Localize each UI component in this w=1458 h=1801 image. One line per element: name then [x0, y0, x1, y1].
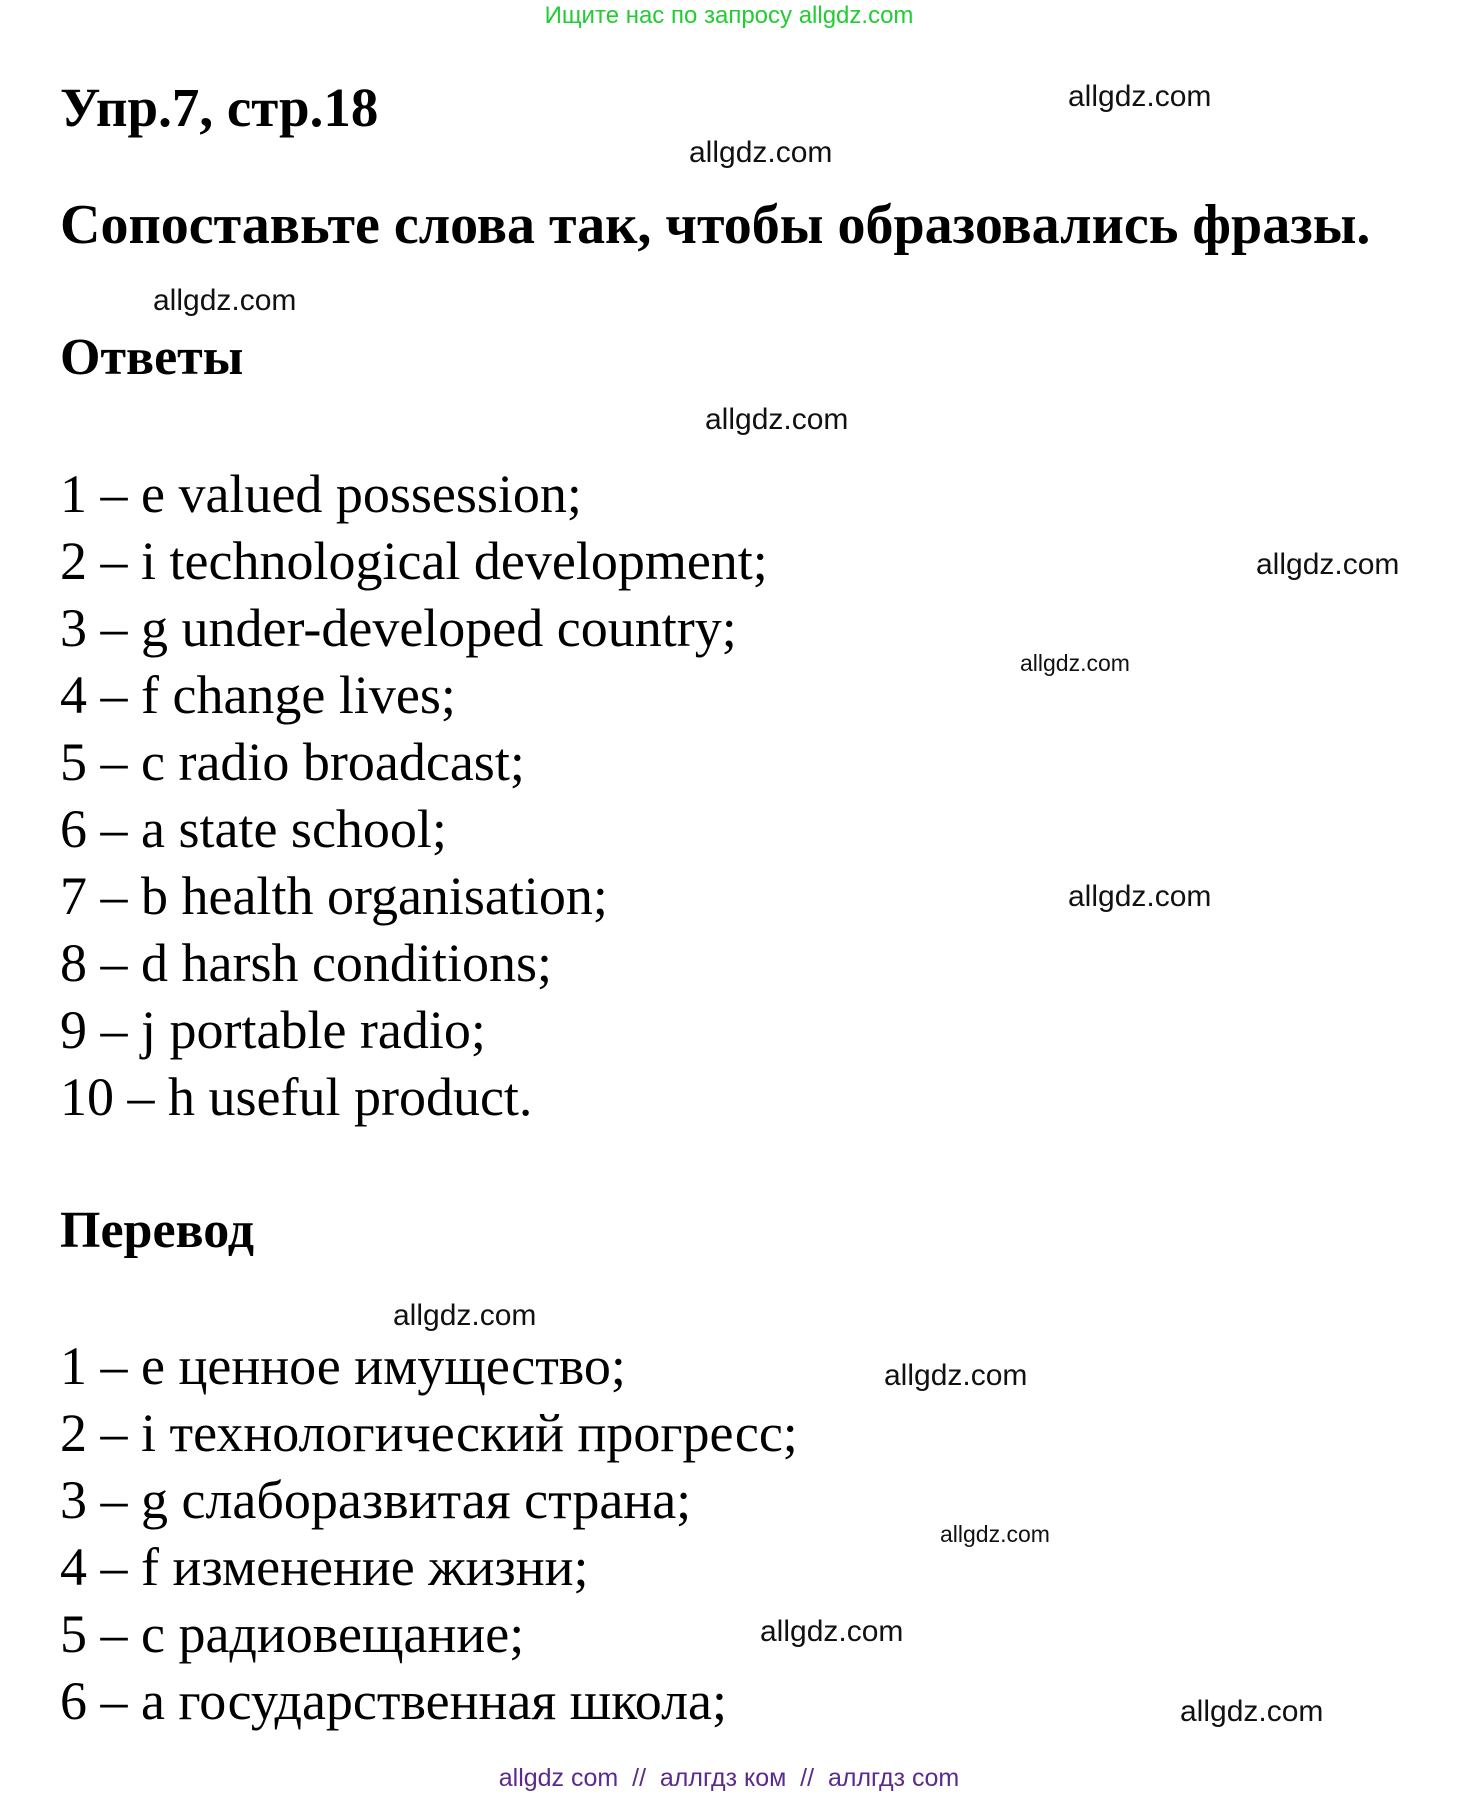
- watermark: allgdz.com: [760, 1615, 904, 1648]
- watermark: allgdz.com: [1020, 650, 1130, 676]
- watermark: allgdz.com: [940, 1521, 1050, 1547]
- watermark: allgdz.com: [705, 403, 849, 436]
- answer-item: 1 – e valued possession;: [60, 464, 582, 524]
- watermark: allgdz.com: [1256, 548, 1400, 581]
- page-title: Упр.7, стр.18: [60, 77, 379, 138]
- translation-item: 5 – c радиовещание;: [60, 1604, 525, 1664]
- watermark: allgdz.com: [1068, 880, 1212, 913]
- translation-item: 1 – е ценное имущество;: [60, 1336, 626, 1396]
- answer-item: 4 – f change lives;: [60, 665, 456, 725]
- translation-heading: Перевод: [60, 1202, 255, 1259]
- watermark: allgdz.com: [1068, 80, 1212, 113]
- translation-item: 6 – a государственная школа;: [60, 1671, 728, 1731]
- answer-item: 3 – g under-developed country;: [60, 598, 737, 658]
- translation-item: 2 – i технологический прогресс;: [60, 1403, 798, 1463]
- answer-item: 6 – a state school;: [60, 799, 447, 859]
- answer-item: 2 – i technological development;: [60, 531, 768, 591]
- watermark: allgdz.com: [884, 1359, 1028, 1392]
- answer-item: 9 – j portable radio;: [60, 1000, 486, 1060]
- task-heading: Сопоставьте слова так, чтобы образовались фразы.: [60, 194, 1371, 256]
- answer-item: 7 – b health organisation;: [60, 866, 608, 926]
- answer-item: 10 – h useful product.: [60, 1067, 533, 1127]
- watermark: allgdz.com: [689, 136, 833, 169]
- answer-item: 5 – c radio broadcast;: [60, 732, 525, 792]
- watermark: allgdz.com: [153, 284, 297, 317]
- answer-item: 8 – d harsh conditions;: [60, 933, 552, 993]
- answers-heading: Ответы: [60, 329, 244, 386]
- watermark: allgdz.com: [393, 1299, 537, 1332]
- top-banner: Ищите нас по запросу allgdz.com: [544, 2, 914, 29]
- footer-banner: allgdz com // аллгдз ком // аллгдз com: [498, 1764, 960, 1792]
- translation-item: 4 – f изменение жизни;: [60, 1537, 589, 1597]
- watermark: allgdz.com: [1180, 1695, 1324, 1728]
- translation-item: 3 – g слаборазвитая страна;: [60, 1470, 692, 1530]
